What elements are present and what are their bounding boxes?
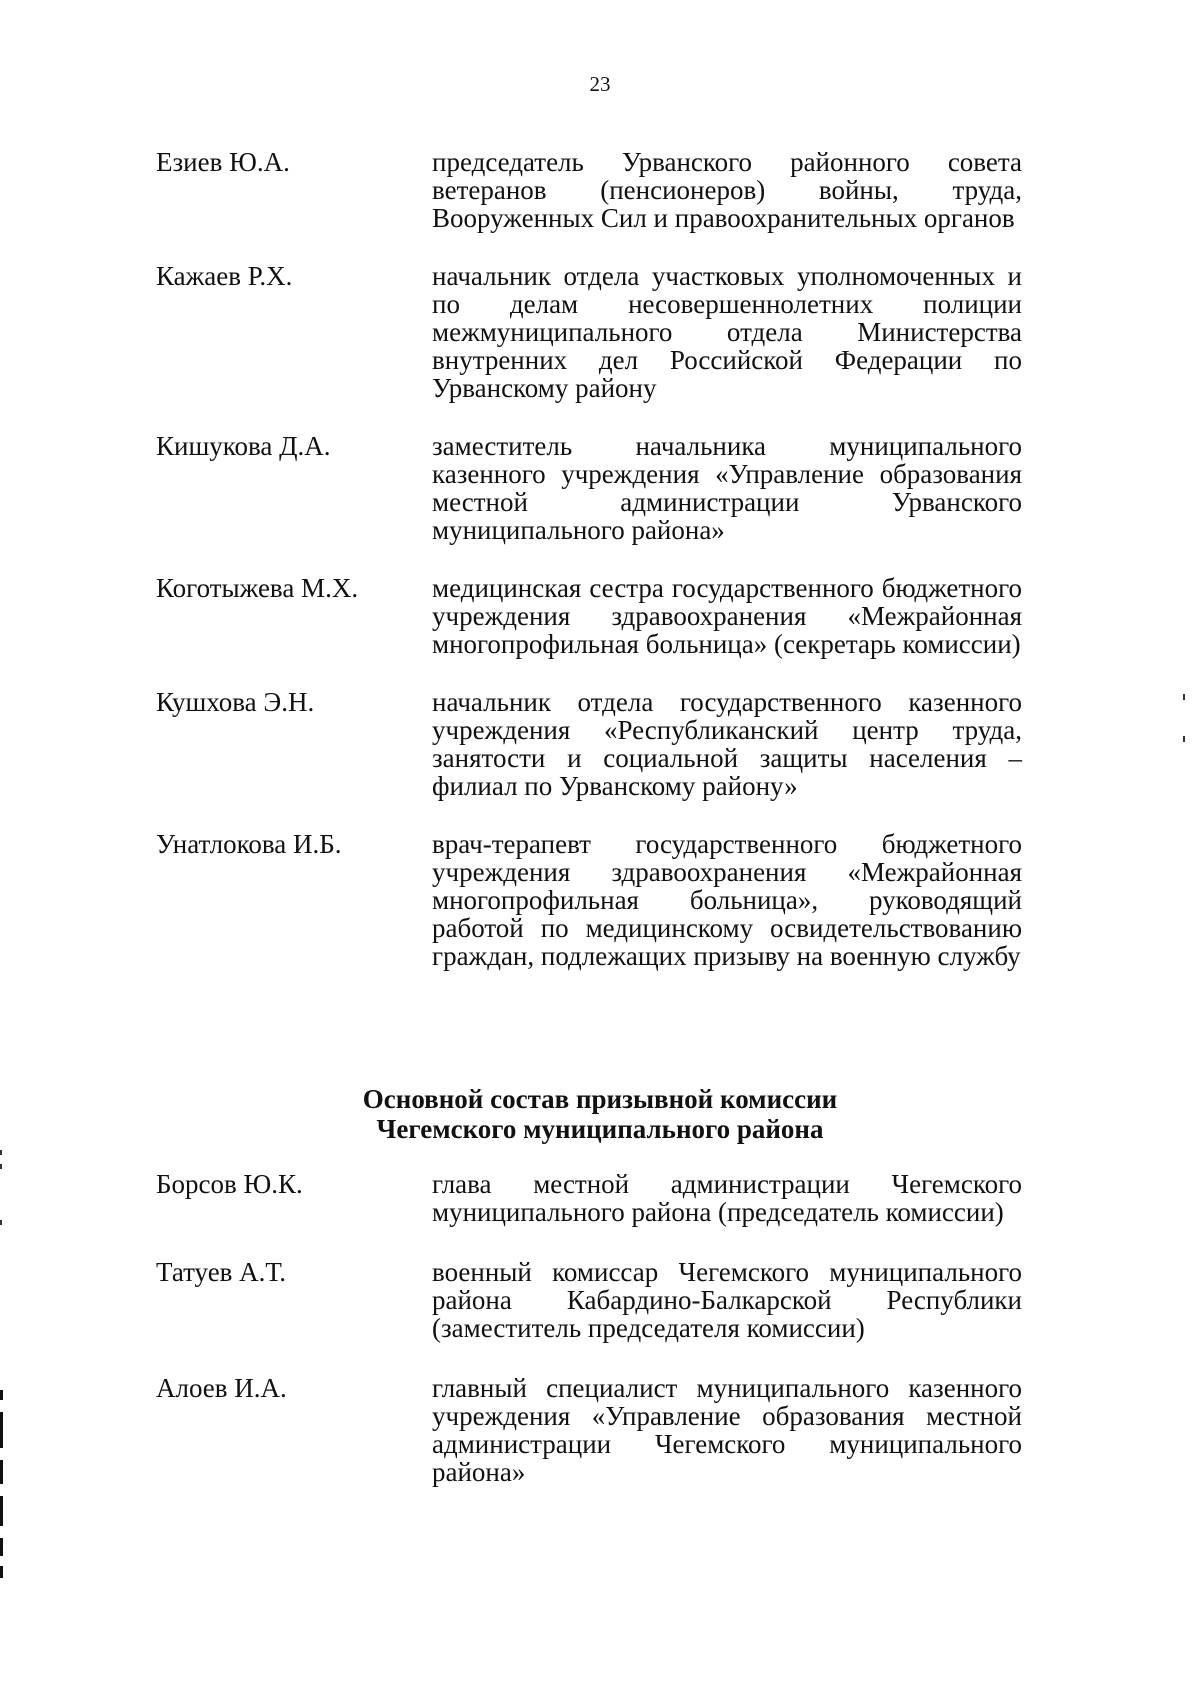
member-position: главный специалист муниципального казенного учреждения «Управление образования местной администрации Чегемского муниципального района» [432, 1373, 1022, 1487]
member-name: Кишукова Д.А. [156, 431, 331, 461]
member-position: военный комиссар Чегемского муниципального района Кабардино-Балкарской Республики (заместитель председателя комиссии) [432, 1257, 1022, 1343]
member-entry [156, 688, 1036, 800]
section-heading [0, 1084, 1200, 1144]
member-position: председатель Урванского районного совета ветеранов (пенсионеров) войны, труда, Вооруженных Сил и правоохранительных органов [432, 147, 1022, 233]
member-position: врач-терапевт государственного бюджетного учреждения здравоохранения «Межрайонная многопрофильная больница», руководящий работой по медицинскому освидетельствованию граждан, подлежащих призыву на военную службу [432, 829, 1022, 971]
member-position: глава местной администрации Чегемского муниципального района (председатель комиссии) [432, 1169, 1022, 1227]
member-name: Коготыжева М.Х. [156, 573, 359, 603]
member-name: Борсов Ю.К. [156, 1169, 303, 1199]
member-entry [156, 1170, 1036, 1226]
member-position: начальник отдела государственного казенного учреждения «Республиканский центр труда, занятости и социальной защиты населения – филиал по Урванскому району» [432, 687, 1022, 801]
page-number: 23 [589, 72, 611, 96]
member-position: заместитель начальника муниципального казенного учреждения «Управление образования местной администрации Урванского муниципального района» [432, 431, 1022, 545]
member-entry [156, 1258, 1036, 1342]
member-name: Кажаев Р.Х. [156, 261, 293, 291]
member-position: медицинская сестра государственного бюджетного учреждения здравоохранения «Межрайонная многопрофильная больница» (секретарь комиссии) [432, 573, 1022, 659]
member-list-urvan [156, 148, 1036, 1000]
scan-margin-marks-right [1183, 690, 1186, 750]
member-list-chegem [156, 1170, 1036, 1518]
member-name: Унатлокова И.Б. [156, 829, 342, 859]
scan-margin-marks-left-middle [0, 1150, 3, 1230]
member-name: Алоев И.А. [156, 1373, 287, 1403]
section-heading-line: Чегемского муниципального района [376, 1114, 824, 1144]
member-name: Кушхова Э.Н. [156, 687, 315, 717]
section-heading-line: Основной состав призывной комиссии [362, 1084, 838, 1114]
member-name: Татуев А.Т. [156, 1257, 286, 1287]
member-name: Езиев Ю.А. [156, 147, 290, 177]
member-entry [156, 574, 1036, 658]
member-position: начальник отдела участковых уполномоченных и по делам несовершеннолетних полиции межмуниципального отдела Министерства внутренних дел Российской Федерации по Урванскому району [432, 261, 1022, 403]
scan-binding-marks [0, 1390, 4, 1580]
member-entry [156, 1374, 1036, 1486]
member-entry [156, 148, 1036, 232]
member-entry [156, 262, 1036, 402]
member-entry [156, 830, 1036, 970]
member-entry [156, 432, 1036, 544]
